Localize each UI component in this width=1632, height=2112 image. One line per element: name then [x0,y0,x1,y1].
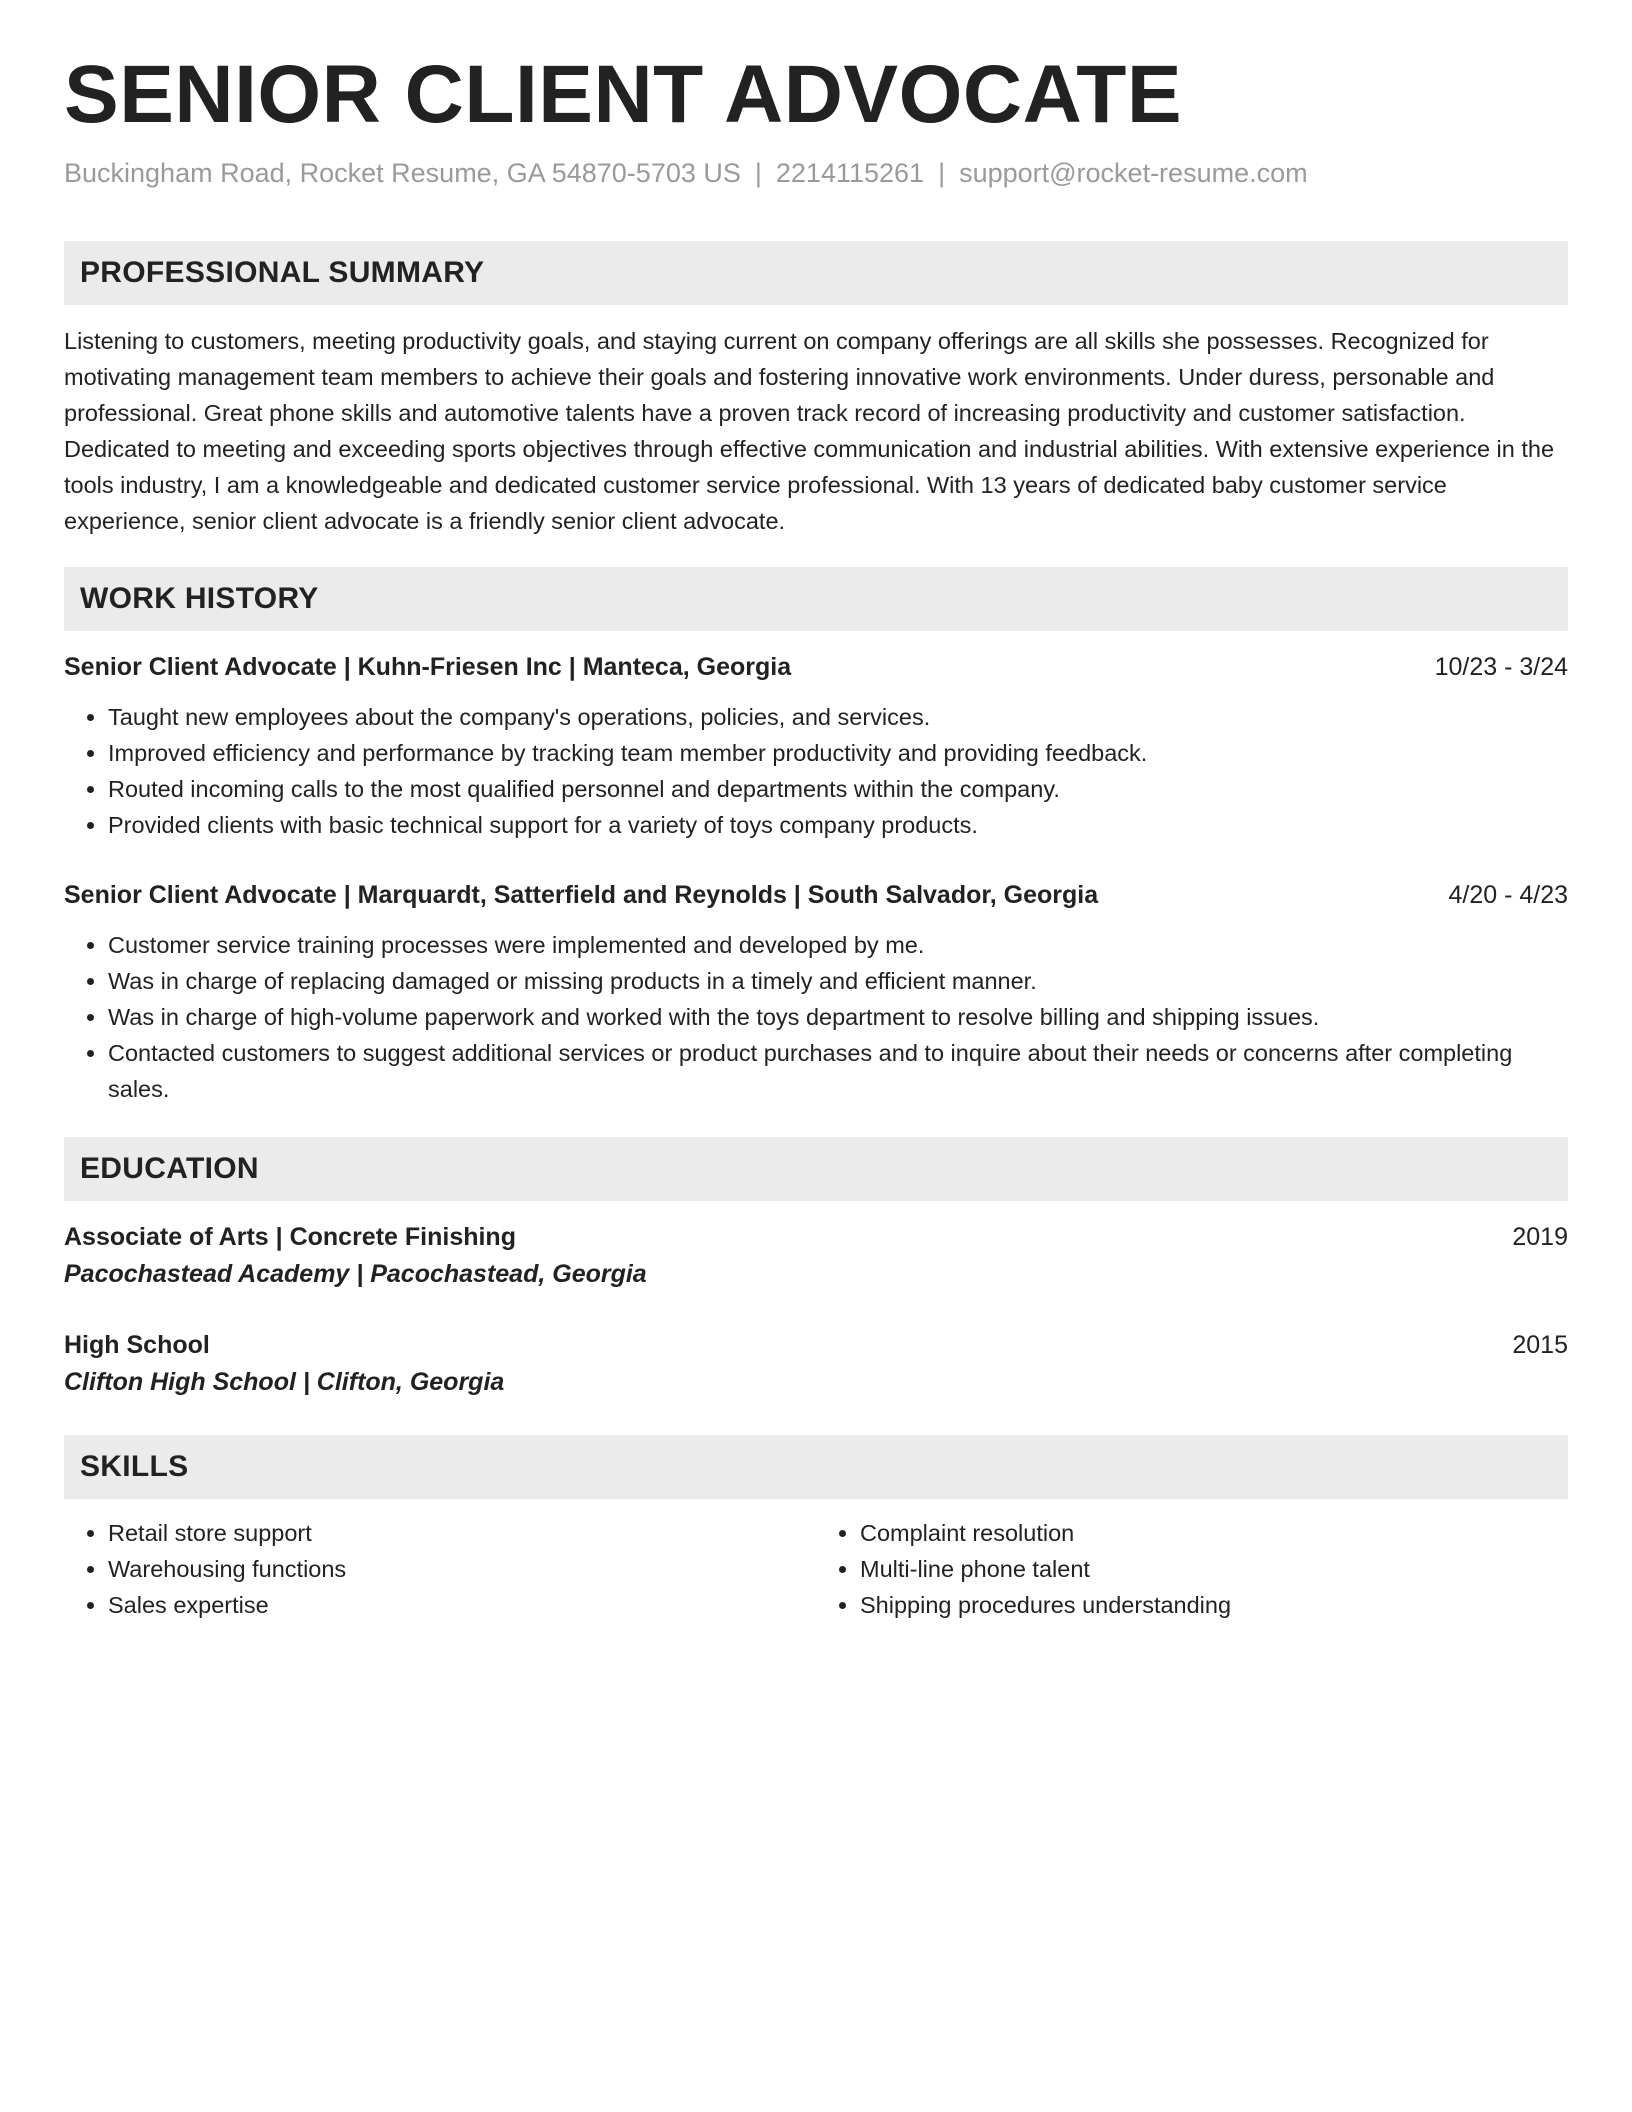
skill-item: • Multi-line phone talent [860,1551,1568,1587]
job-bullet: • Improved efficiency and performance by tracking team member productivity and providing feedback. [108,735,1568,771]
job-entry [64,877,1568,1107]
job-bullet: • Taught new employees about the company's operations, policies, and services. [108,699,1568,735]
summary-text: Listening to customers, meeting productivity goals, and staying current on company offerings are all skills she possesses. Recognized for motivating management team members to achieve their goals and fostering innovative work environments. Under duress, personable and professional. Great phone skills and automotive talents have a proven track record of increasing productivity and customer satisfaction. Dedicated to meeting and exceeding sports objectives through effective communication and industrial abilities. With extensive experience in the tools industry, I am a knowledgeable and dedicated customer service professional. With 13 years of dedicated baby customer service experience, senior client advocate is a friendly senior client advocate. [64,328,1555,535]
skill-item: • Retail store support [108,1515,816,1551]
education-year: 2019 [1512,1223,1568,1252]
job-bullet: • Customer service training processes were implemented and developed by me. [108,927,1568,963]
job-dates: 4/20 - 4/23 [1448,881,1568,910]
section-header-work-history: WORK HISTORY [64,567,1568,631]
job-title: Senior Client Advocate | Marquardt, Satterfield and Reynolds | South Salvador, Georgia [64,881,1099,910]
education-entry [64,1219,1568,1293]
job-bullet: • Provided clients with basic technical support for a variety of toys company products. [108,807,1568,843]
skills-column-right [816,1515,1568,1623]
skills-list [64,1515,1568,1623]
job-bullet: • Contacted customers to suggest additional services or product purchases and to inquire about their needs or concerns after completing sales. [108,1035,1568,1107]
skill-item: • Complaint resolution [860,1515,1568,1551]
candidate-name: SENIOR CLIENT ADVOCATE [64,49,1183,140]
contact-line [64,156,1568,191]
section-header-skills: SKILLS [64,1435,1568,1499]
education-entry [64,1327,1568,1401]
job-header [64,649,1568,685]
education-degree: Associate of Arts | Concrete Finishing [64,1223,516,1252]
contact-separator: | [754,158,762,189]
education-year: 2015 [1512,1331,1568,1360]
job-entry [64,649,1568,843]
education-header [64,1219,1568,1255]
skill-item: • Shipping procedures understanding [860,1587,1568,1623]
education-degree: High School [64,1331,210,1360]
job-bullets [64,699,1568,843]
job-bullets [64,927,1568,1107]
job-header [64,877,1568,913]
job-title: Senior Client Advocate | Kuhn-Friesen Inc | Manteca, Georgia [64,653,792,682]
contact-address: Buckingham Road, Rocket Resume, GA 54870-5703 US [64,158,741,189]
skills-column-left [64,1515,816,1623]
job-bullet: • Was in charge of high-volume paperwork and worked with the toys department to resolve billing and shipping issues. [108,999,1568,1035]
education-header [64,1327,1568,1363]
education-school: Pacochastead Academy | Pacochastead, Georgia [64,1260,647,1289]
section-header-education: EDUCATION [64,1137,1568,1201]
section-header-summary: PROFESSIONAL SUMMARY [64,241,1568,305]
contact-separator: | [938,158,946,189]
job-bullet: • Was in charge of replacing damaged or missing products in a timely and efficient manner. [108,963,1568,999]
job-bullet: • Routed incoming calls to the most qualified personnel and departments within the company. [108,771,1568,807]
skill-item: • Sales expertise [108,1587,816,1623]
skill-item: • Warehousing functions [108,1551,816,1587]
contact-phone: 2214115261 [775,158,925,189]
contact-email: support@rocket-resume.com [959,158,1308,189]
education-school: Clifton High School | Clifton, Georgia [64,1368,505,1397]
job-dates: 10/23 - 3/24 [1434,653,1568,682]
